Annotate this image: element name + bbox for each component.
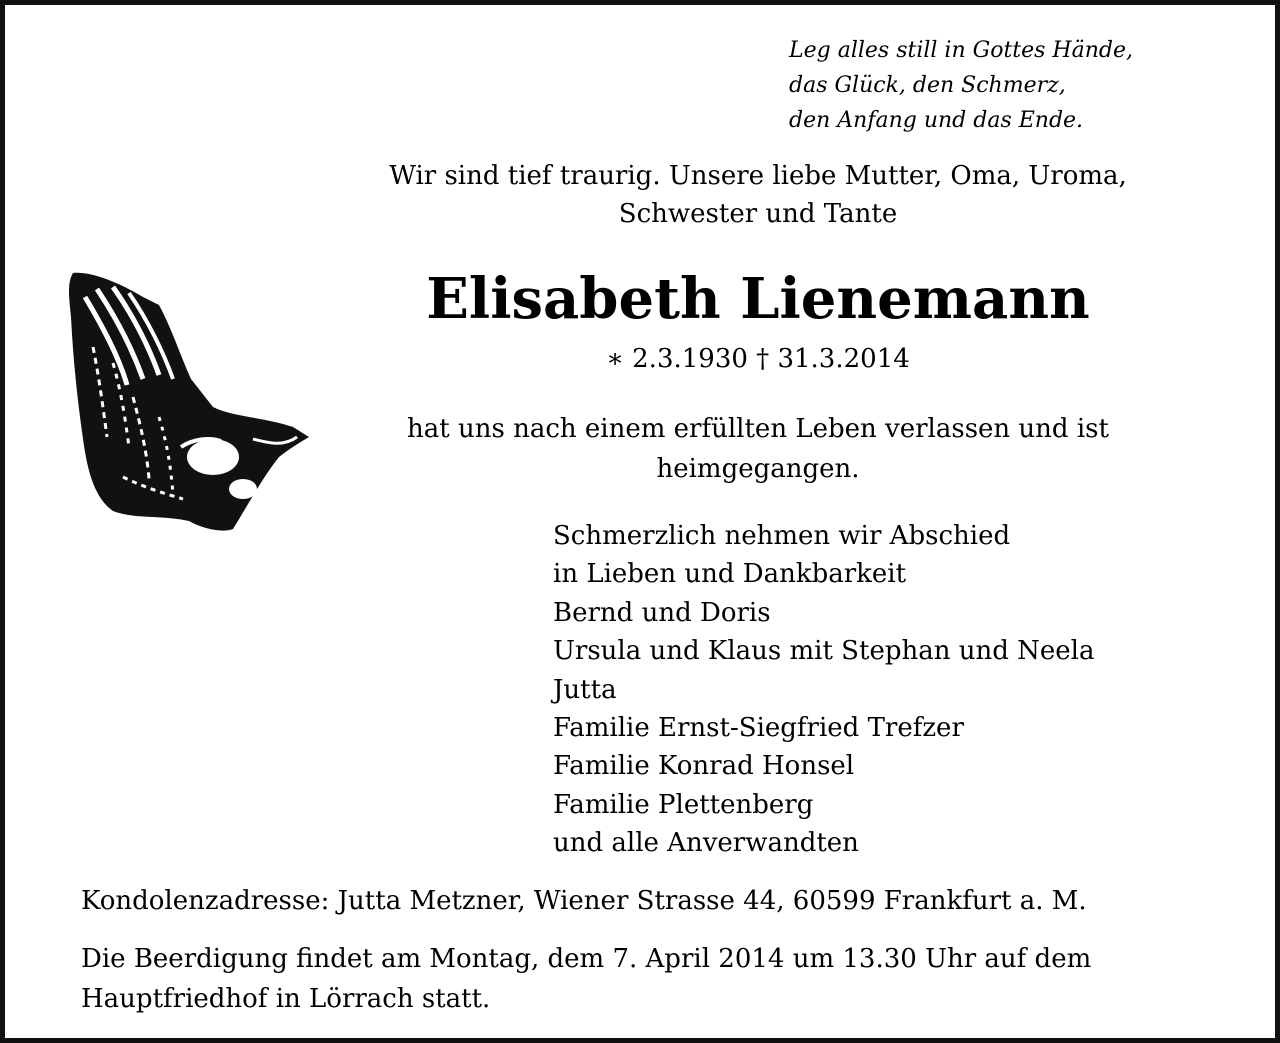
mourner-line: Jutta [553, 674, 617, 705]
mourners-list [553, 517, 1094, 863]
mourner-line: in Lieben und Dankbarkeit [553, 559, 907, 590]
mourner-line: Familie Konrad Honsel [553, 751, 855, 782]
mourner-line: Familie Ernst-Siegfried Trefzer [553, 712, 964, 743]
condolence-address: Kondolenzadresse: Jutta Metzner, Wiener Strasse 44, 60599 Frankfurt a. M. [81, 886, 1087, 916]
funeral-notice [81, 939, 1091, 1019]
intro-line: Schwester und Tante [618, 199, 898, 229]
funeral-line: Hauptfriedhof in Lörrach statt. [81, 984, 491, 1014]
verse-line: den Anfang und das Ende. [789, 108, 1084, 133]
message-line: hat uns nach einem erfüllten Leben verlassen und ist [407, 414, 1109, 444]
life-dates: ∗ 2.3.1930 † 31.3.2014 [606, 344, 910, 374]
funeral-line: Die Beerdigung findet am Montag, dem 7. April 2014 um 13.30 Uhr auf dem [81, 944, 1092, 974]
passing-message [305, 409, 1211, 489]
mourner-line: Ursula und Klaus mit Stephan und Neela [553, 636, 1095, 667]
mourner-line: Schmerzlich nehmen wir Abschied [553, 521, 1011, 551]
intro-text [305, 157, 1211, 233]
mourner-line: Bernd und Doris [553, 597, 771, 628]
deceased-name: Elisabeth Lienemann [426, 266, 1090, 332]
mourner-line: und alle Anverwandten [553, 828, 859, 859]
message-line: heimgegangen. [656, 454, 860, 484]
mourner-line: Familie Plettenberg [553, 789, 814, 820]
verse-quote [789, 33, 1133, 138]
praying-hands-icon [63, 267, 313, 537]
intro-line: Wir sind tief traurig. Unsere liebe Mutter, Oma, Uroma, [389, 161, 1127, 191]
verse-line: Leg alles still in Gottes Hände, [789, 38, 1133, 63]
verse-line: das Glück, den Schmerz, [789, 73, 1066, 98]
